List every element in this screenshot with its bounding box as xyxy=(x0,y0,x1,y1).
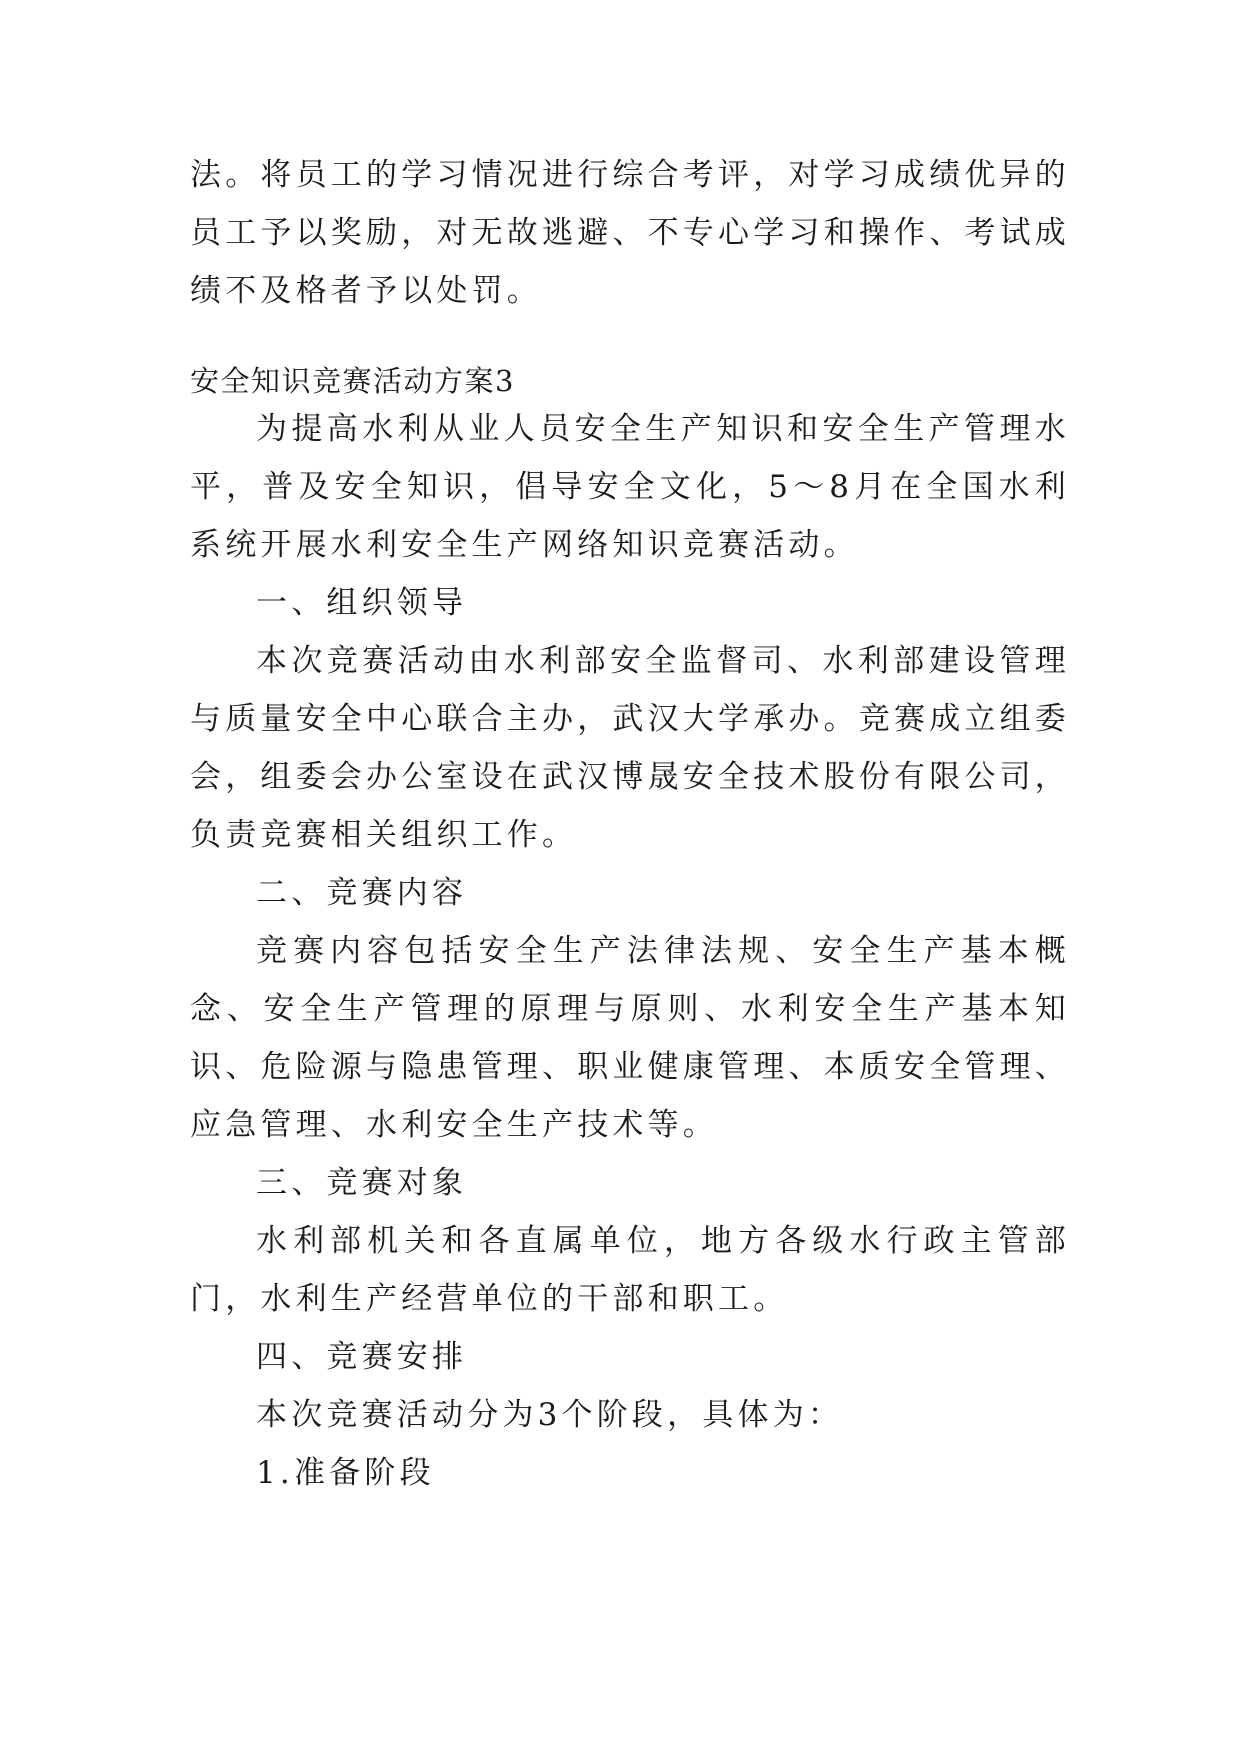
heading-schedule: 四、竞赛安排 xyxy=(256,1339,468,1375)
intro-block xyxy=(190,146,1070,320)
heading-organization: 一、组织领导 xyxy=(256,585,468,621)
paragraph-organization: 本次竞赛活动由水利部安全监督司、水利部建设管理与质量安全中心联合主办，武汉大学承办。竞赛成立组委会，组委会办公室设在武汉博晟安全技术股份有限公司，负责竞赛相关组织工作。 xyxy=(190,643,1070,853)
paragraph-schedule: 本次竞赛活动分为3个阶段，具体为： xyxy=(256,1397,844,1433)
paragraph-stage-1: 1.准备阶段 xyxy=(256,1455,435,1491)
body-block xyxy=(190,400,1070,1502)
paragraph-purpose: 为提高水利从业人员安全生产知识和安全生产管理水平，普及安全知识，倡导安全文化，5～8月在全国水利系统开展水利安全生产网络知识竞赛活动。 xyxy=(190,411,1070,563)
paragraph-participants: 水利部机关和各直属单位，地方各级水行政主管部门，水利生产经营单位的干部和职工。 xyxy=(190,1223,1070,1317)
section-title: 安全知识竞赛活动方案3 xyxy=(190,364,515,398)
heading-content: 二、竞赛内容 xyxy=(256,875,468,911)
heading-participants: 三、竞赛对象 xyxy=(256,1165,468,1201)
paragraph-content: 竞赛内容包括安全生产法律法规、安全生产基本概念、安全生产管理的原理与原则、水利安全生产基本知识、危险源与隐患管理、职业健康管理、本质安全管理、应急管理、水利安全生产技术等。 xyxy=(190,933,1070,1143)
intro-paragraph: 法。将员工的学习情况进行综合考评，对学习成绩优异的员工予以奖励，对无故逃避、不专心学习和操作、考试成绩不及格者予以处罚。 xyxy=(190,157,1070,309)
